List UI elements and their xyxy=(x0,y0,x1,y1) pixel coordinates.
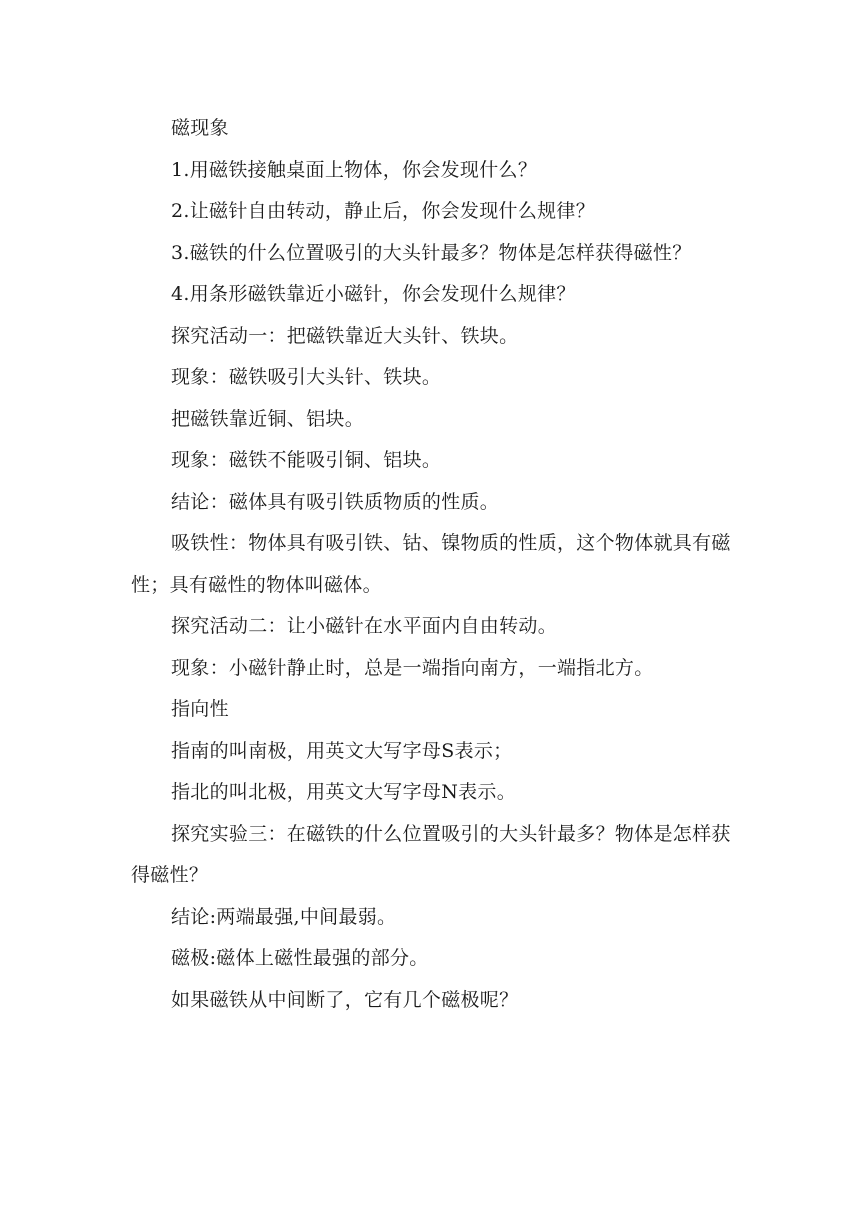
south-pole-note: 指南的叫南极，用英文大写字母S表示； xyxy=(171,739,513,762)
question-3: 3.磁铁的什么位置吸引的大头针最多？物体是怎样获得磁性？ xyxy=(171,241,692,264)
conclusion-2: 结论:两端最强,中间最弱。 xyxy=(171,905,397,928)
experiment-3: 探究实验三：在磁铁的什么位置吸引的大头针最多？物体是怎样获得磁性？ xyxy=(131,822,731,886)
question-2: 2.让磁针自由转动，静止后，你会发现什么规律？ xyxy=(171,200,596,222)
activity-2: 探究活动二：让小磁针在水平面内自由转动。 xyxy=(171,615,558,637)
section-heading: 磁现象 xyxy=(171,117,229,139)
conclusion-1: 结论：磁体具有吸引铁质物质的性质。 xyxy=(171,490,500,513)
activity-1: 探究活动一：把磁铁靠近大头针、铁块。 xyxy=(171,324,519,347)
observation-2: 现象：磁铁不能吸引铜、铝块。 xyxy=(171,449,442,471)
observation-1: 现象：磁铁吸引大头针、铁块。 xyxy=(171,366,442,388)
closing-question: 如果磁铁从中间断了，它有几个磁极呢？ xyxy=(171,988,519,1011)
question-4: 4.用条形磁铁靠近小磁针，你会发现什么规律？ xyxy=(171,283,576,305)
document-body xyxy=(131,108,731,1021)
definition-iron-attraction: 吸铁性：物体具有吸引铁、钴、镍物质的性质，这个物体就具有磁性；具有磁性的物体叫磁体。 xyxy=(131,532,731,596)
observation-3: 现象：小磁针静止时，总是一端指向南方，一端指北方。 xyxy=(171,656,654,679)
north-pole-note: 指北的叫北极，用英文大写字母N表示。 xyxy=(171,781,517,803)
question-1: 1.用磁铁接触桌面上物体，你会发现什么？ xyxy=(171,158,538,181)
activity-1-step-2: 把磁铁靠近铜、铝块。 xyxy=(171,407,365,430)
definition-magnetic-pole: 磁极:磁体上磁性最强的部分。 xyxy=(171,947,429,969)
term-directionality: 指向性 xyxy=(171,698,229,720)
